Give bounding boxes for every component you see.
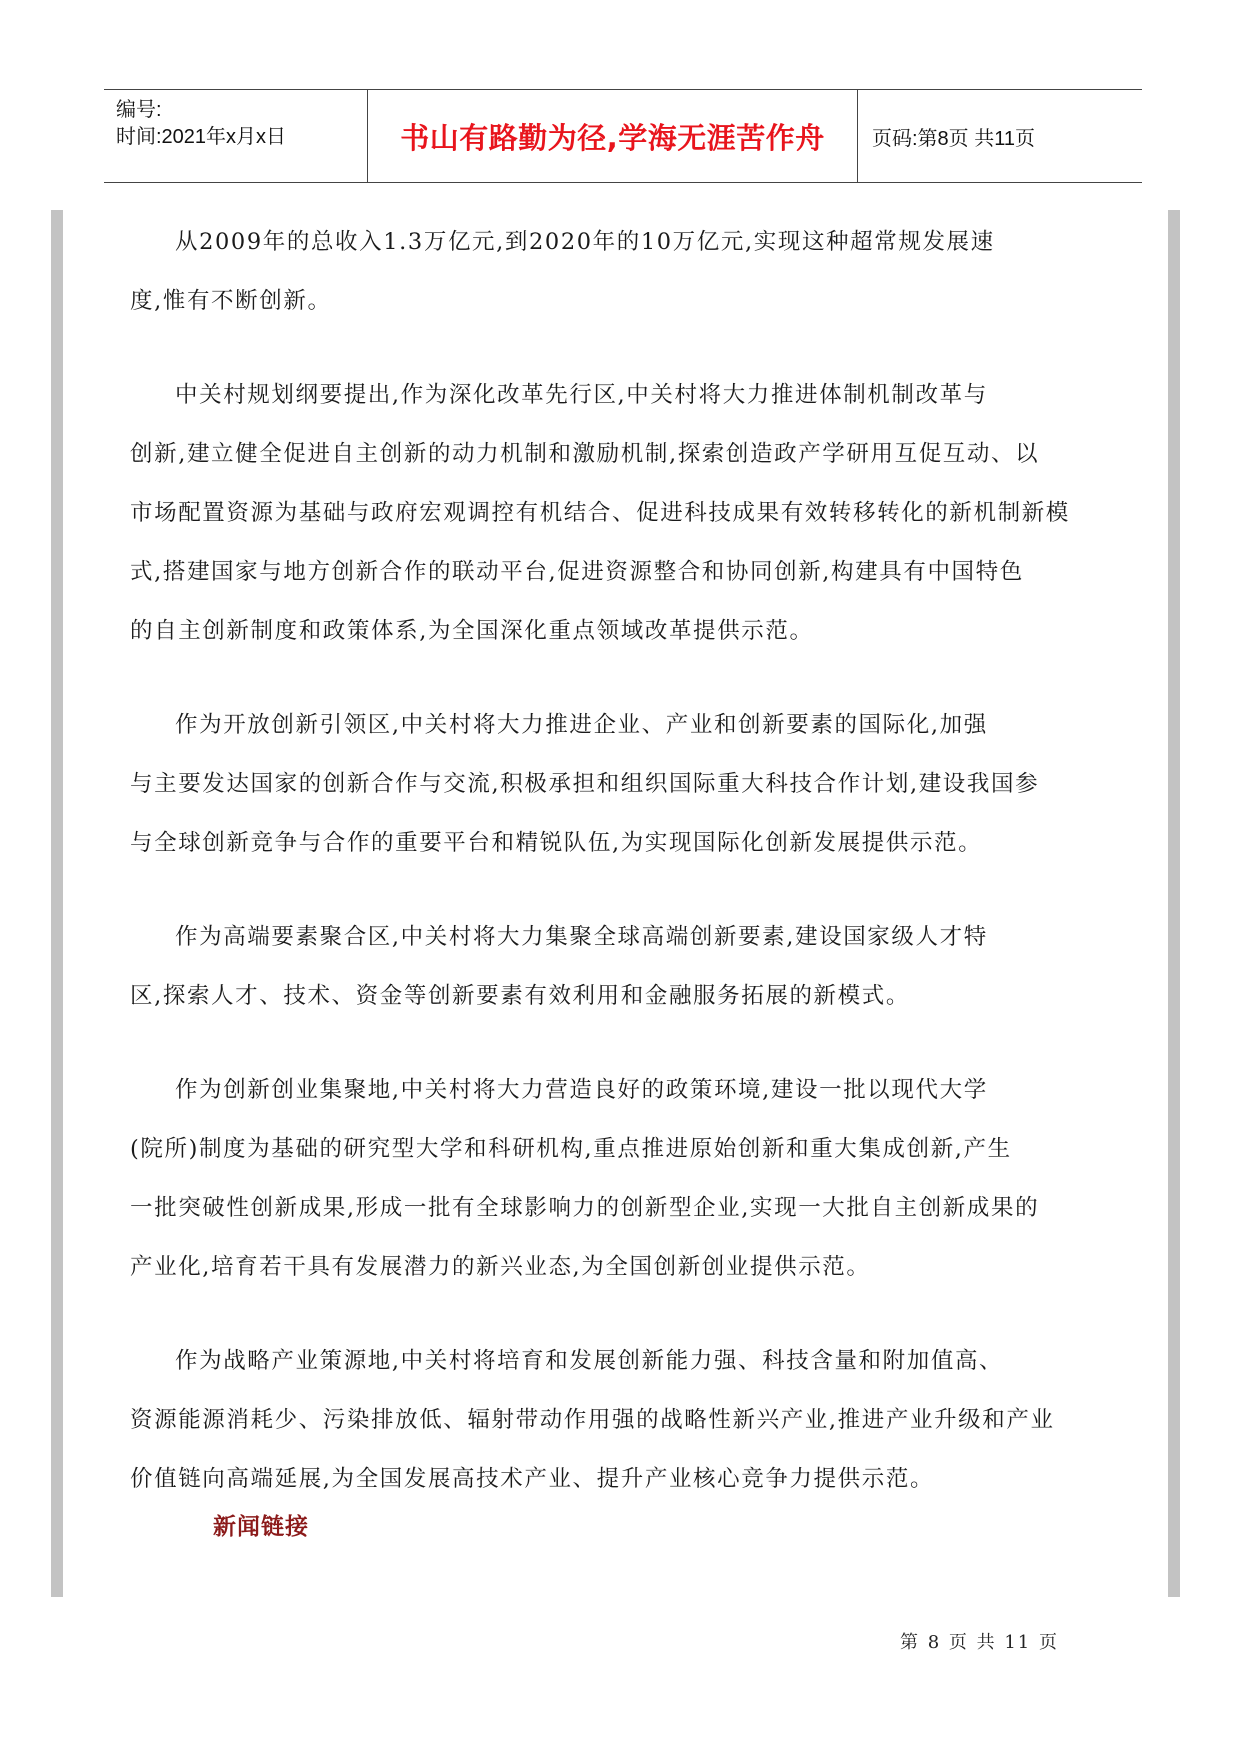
body-paragraph xyxy=(130,1061,1110,1297)
paragraph-line: 市场配置资源为基础与政府宏观调控有机结合、促进科技成果有效转移转化的新机制新模 xyxy=(130,500,1070,526)
paragraph-line: 作为高端要素聚合区,中关村将大力集聚全球高端创新要素,建设国家级人才特 xyxy=(175,924,988,950)
paragraph-line: 作为战略产业策源地,中关村将培育和发展创新能力强、科技含量和附加值高、 xyxy=(175,1348,1004,1374)
section-title: 新闻链接 xyxy=(213,1514,309,1540)
body-paragraph xyxy=(130,1332,1110,1509)
paragraph-line: 一批突破性创新成果,形成一批有全球影响力的创新型企业,实现一大批自主创新成果的 xyxy=(130,1195,1040,1221)
paragraph-line: 产业化,培育若干具有发展潜力的新兴业态,为全国创新创业提供示范。 xyxy=(130,1254,871,1280)
paragraph-line: 资源能源消耗少、污染排放低、辐射带动作用强的战略性新兴产业,推进产业升级和产业 xyxy=(130,1407,1055,1433)
paragraph-line: 作为创新创业集聚地,中关村将大力营造良好的政策环境,建设一批以现代大学 xyxy=(175,1077,988,1103)
paragraph-line: 的自主创新制度和政策体系,为全国深化重点领域改革提供示范。 xyxy=(130,618,814,644)
paragraph-line: 式,搭建国家与地方创新合作的联动平台,促进资源整合和协同创新,构建具有中国特色 xyxy=(130,559,1024,585)
time-label: 时间:2021年x月x日 xyxy=(116,126,287,148)
header-meta-cell xyxy=(104,90,368,182)
left-margin-bar xyxy=(51,210,63,1597)
header-page-info: 页码:第8页 共11页 xyxy=(872,127,1035,150)
body-paragraph xyxy=(130,696,1110,873)
paragraph-line: 从2009年的总收入1.3万亿元,到2020年的10万亿元,实现这种超常规发展速 xyxy=(175,229,995,255)
paragraph-line: 与主要发达国家的创新合作与交流,积极承担和组织国际重大科技合作计划,建设我国参 xyxy=(130,771,1040,797)
paragraph-line: (院所)制度为基础的研究型大学和科研机构,重点推进原始创新和重大集成创新,产生 xyxy=(130,1136,1012,1162)
paragraph-line: 区,探索人才、技术、资金等创新要素有效利用和金融服务拓展的新模式。 xyxy=(130,983,910,1009)
header-motto: 书山有路勤为径,学海无涯苦作舟 xyxy=(368,90,858,182)
body-paragraph xyxy=(130,908,1110,1026)
document-header xyxy=(104,89,1142,183)
paragraph-line: 价值链向高端延展,为全国发展高技术产业、提升产业核心竞争力提供示范。 xyxy=(130,1466,935,1492)
paragraph-line: 与全球创新竞争与合作的重要平台和精锐队伍,为实现国际化创新发展提供示范。 xyxy=(130,830,983,856)
body-paragraph xyxy=(130,366,1110,661)
paragraph-line: 度,惟有不断创新。 xyxy=(130,288,332,314)
body-paragraph xyxy=(130,213,1110,331)
number-label: 编号: xyxy=(116,99,162,121)
right-margin-bar xyxy=(1168,210,1180,1597)
page-footer: 第 8 页 共 11 页 xyxy=(900,1632,1059,1653)
paragraph-line: 作为开放创新引领区,中关村将大力推进企业、产业和创新要素的国际化,加强 xyxy=(175,712,988,738)
document-body xyxy=(130,213,1110,1544)
paragraph-line: 创新,建立健全促进自主创新的动力机制和激励机制,探索创造政产学研用互促互动、以 xyxy=(130,441,1040,467)
paragraph-line: 中关村规划纲要提出,作为深化改革先行区,中关村将大力推进体制机制改革与 xyxy=(175,382,988,408)
